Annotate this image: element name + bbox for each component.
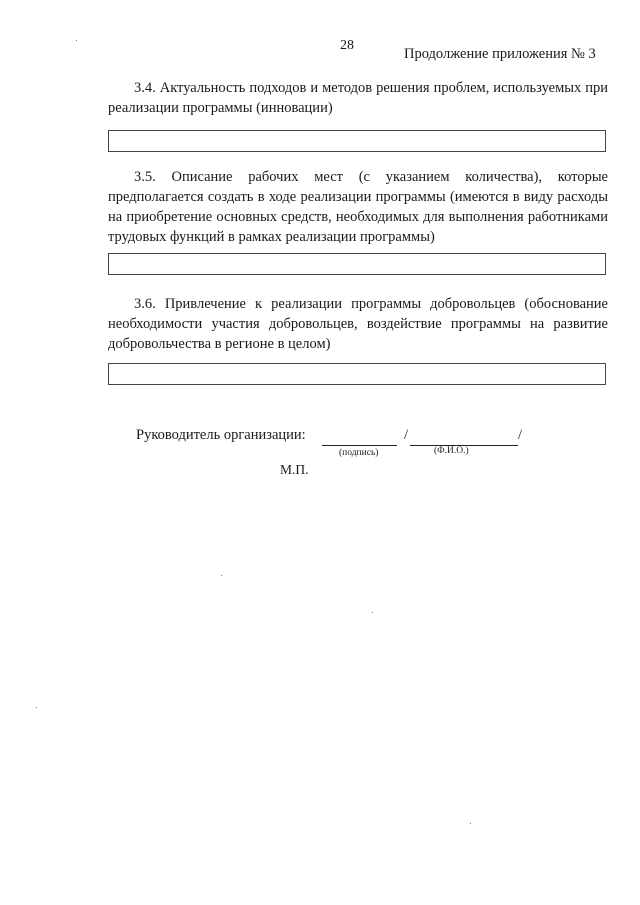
slash-left: / (404, 427, 409, 443)
section-3-6-text: 3.6. Привлечение к реализации программы добровольцев (обоснование необходимости участия добровольцев, воздействие программы на развитие добровольчества в регионе в целом) (108, 296, 608, 352)
appendix-note: Продолжение приложения № 3 (404, 46, 596, 62)
scan-speck (470, 823, 471, 824)
scan-speck (76, 40, 77, 41)
signature-label: Руководитель организации: (136, 427, 306, 443)
section-3-5-field[interactable] (108, 253, 606, 275)
stamp-place-label: М.П. (280, 462, 309, 477)
signature-line[interactable] (322, 445, 397, 446)
scan-speck (221, 575, 222, 576)
section-3-6-field[interactable] (108, 363, 606, 385)
scan-speck (36, 707, 37, 708)
slash-right: / (518, 427, 523, 443)
section-3-4-text: 3.4. Актуальность подходов и методов решения проблем, используемых при реализации программы (инновации) (108, 80, 608, 116)
page-number: 28 (340, 38, 354, 53)
name-caption: (Ф.И.О.) (434, 446, 469, 456)
scan-speck (372, 612, 373, 613)
signature-caption: (подпись) (339, 448, 379, 458)
section-3-4-field[interactable] (108, 130, 606, 152)
section-3-5-text: 3.5. Описание рабочих мест (с указанием количества), которые предполагается создать в ходе реализации программы (имеются в виду расходы на приобретение основных средств, необходимых для выполнения работниками трудовых функций в рамках реализации программы) (108, 169, 608, 245)
